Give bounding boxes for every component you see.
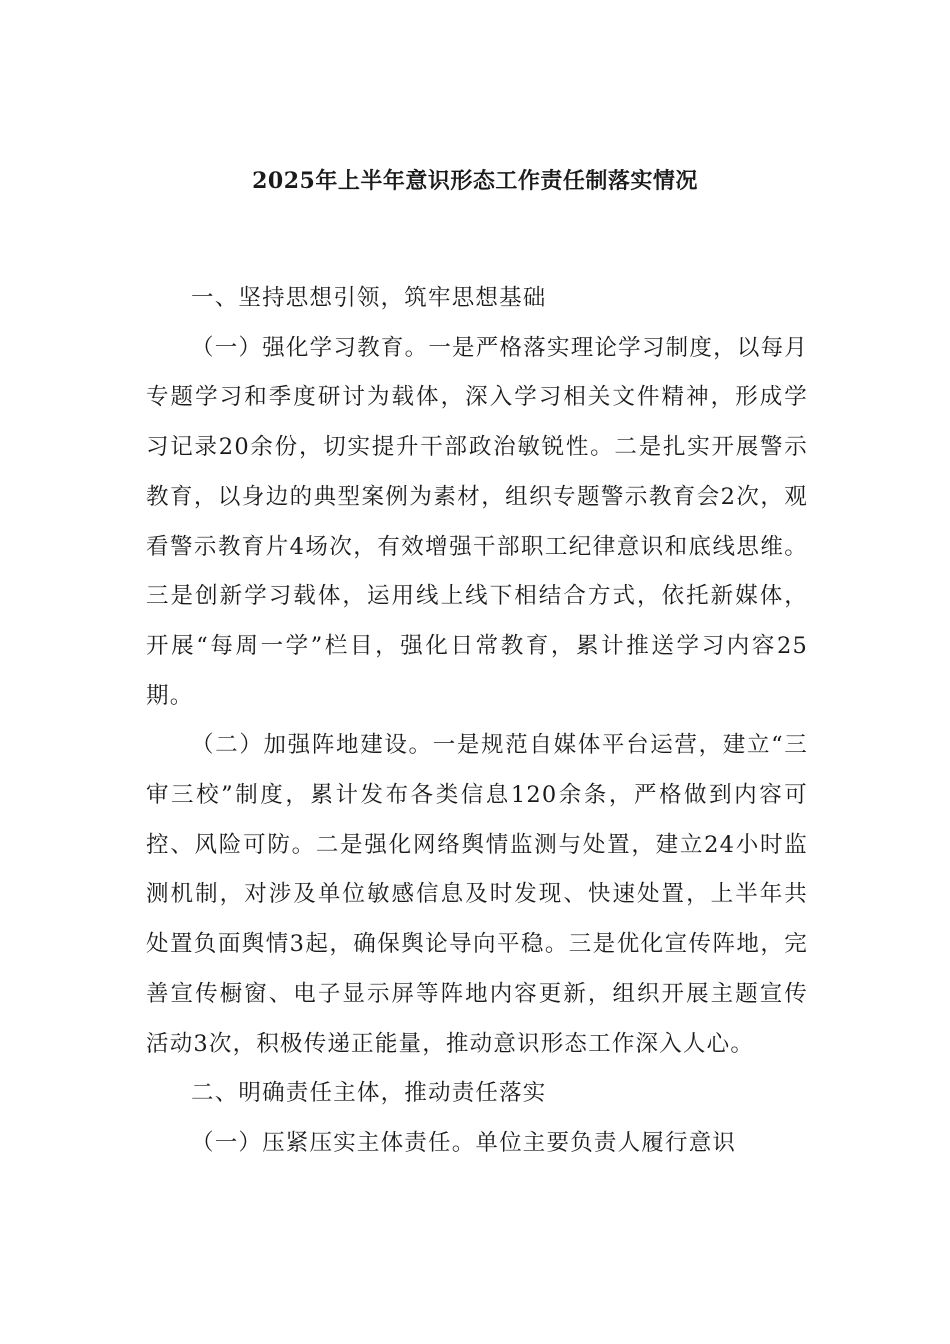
paragraph-study-education: （一）强化学习教育。一是严格落实理论学习制度，以每月专题学习和季度研讨为载体，深入学习相关文件精神，形成学习记录20余份，切实提升干部政治敏锐性。二是扎实开展警示教育，以身边的典型案例为素材，组织专题警示教育会2次，观看警示教育片4场次，有效增强干部职工纪律意识和底线思维。三是创新学习载体，运用线上线下相结合方式，依托新媒体，开展“每周一学”栏目，强化日常教育，累计推送学习内容25期。 <box>146 334 808 709</box>
document-title: 2025年上半年意识形态工作责任制落实情况 <box>252 168 698 194</box>
paragraph-main-responsibility: （一）压紧压实主体责任。单位主要负责人履行意识 <box>191 1129 737 1156</box>
document-body <box>146 274 808 1169</box>
section-heading-2: 二、明确责任主体，推动责任落实 <box>191 1080 547 1107</box>
paragraph-position-building: （二）加强阵地建设。一是规范自媒体平台运营，建立“三审三校”制度，累计发布各类信息120余条，严格做到内容可控、风险可防。二是强化网络舆情监测与处置，建立24小时监测机制，对涉及单位敏感信息及时发现、快速处置，上半年共处置负面舆情3起，确保舆论导向平稳。三是优化宣传阵地，完善宣传橱窗、电子显示屏等阵地内容更新，组织开展主题宣传活动3次，积极传递正能量，推动意识形态工作深入人心。 <box>146 732 808 1057</box>
section-heading-1: 一、坚持思想引领，筑牢思想基础 <box>191 285 547 311</box>
